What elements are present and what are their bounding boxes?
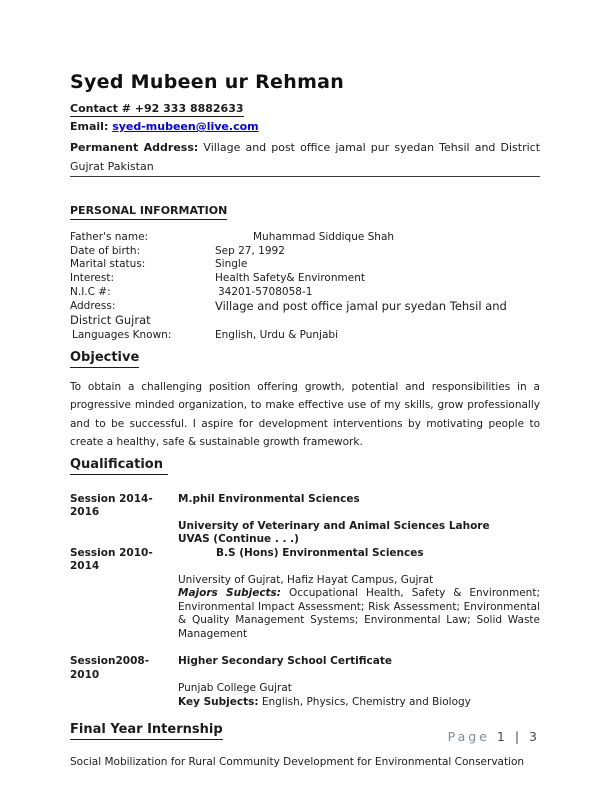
resume-content — [70, 0, 540, 769]
qualification-degree-row — [70, 547, 540, 574]
info-value: Sep 27, 1992 — [215, 244, 285, 257]
degree-status: UVAS (Continue . . .) — [178, 533, 299, 546]
key-subjects-label: Key Subjects: — [178, 695, 259, 708]
session-label: Session2008-2010 — [70, 655, 150, 681]
email-line — [70, 120, 540, 133]
info-row-dob — [70, 245, 540, 259]
objective-text: To obtain a challenging position offering growth, potential and responsibilities in a progressive minded organization, to make effective use of my skills, grow professionally and to be successful. I aspire for development interventions by motivating people to create a healthy, safe & sustainable growth framework. — [70, 380, 540, 449]
degree-title: Higher Secondary School Certificate — [178, 655, 393, 668]
info-value: 34201-5708058-1 — [218, 285, 313, 298]
section-heading-qualification: Qualification — [70, 457, 540, 475]
degree-title: B.S (Hons) Environmental Sciences — [216, 546, 424, 559]
section-heading-objective: Objective — [70, 350, 540, 368]
info-value: Muhammad Siddique Shah — [253, 231, 395, 243]
qualification-institute-row — [70, 520, 540, 534]
info-label: Father's name: — [70, 231, 149, 243]
info-label: Address: — [70, 299, 116, 312]
personal-info-rows — [70, 231, 540, 343]
qualification-block-1 — [70, 493, 540, 642]
session-label: Session 2014-2016 — [70, 492, 153, 519]
permanent-address-label: Permanent Address: — [70, 141, 199, 154]
contact-number: Contact # +92 333 8882633 — [70, 102, 244, 115]
info-value: Village and post office jamal pur syedan Tehsil and District Gujrat — [70, 298, 507, 328]
footer-page-number: 1 | 3 — [496, 729, 540, 744]
info-row-languages — [70, 329, 540, 343]
info-label: N.I.C #: — [70, 285, 111, 298]
info-label: Languages Known: — [72, 328, 172, 341]
qualification-institute-row — [70, 574, 540, 588]
majors-subjects-text: Occupational Health, Safety & Environment; Environmental Impact Assessment; Risk Assessment; Environmental & Quality Management Systems; Environmental Law; Solid Waste Management — [178, 587, 540, 640]
info-value: English, Urdu & Punjabi — [215, 328, 338, 341]
section-heading-internship: Final Year Internship — [70, 722, 540, 740]
institute-name: University of Gujrat, Hafiz Hayat Campus, Gujrat — [178, 573, 434, 586]
page-footer — [420, 714, 540, 759]
info-row-marital — [70, 258, 540, 272]
info-value: Health Safety& Environment — [215, 272, 365, 285]
permanent-address-line2: Gujrat Pakistan — [70, 160, 154, 173]
institute-name: University of Veterinary and Animal Sciences Lahore — [178, 519, 490, 532]
qualification-block-2 — [70, 655, 540, 709]
info-row-address — [70, 300, 540, 329]
info-label: Marital status: — [70, 258, 146, 271]
contact-line — [70, 102, 540, 115]
info-row-interest — [70, 272, 540, 286]
key-subjects — [70, 696, 540, 710]
section-heading-personal-information: PERSONAL INFORMATION — [70, 204, 540, 220]
info-label: Interest: — [70, 272, 114, 285]
info-value: Single — [215, 258, 248, 271]
degree-title: M.phil Environmental Sciences — [178, 492, 360, 505]
institute-name: Punjab College Gujrat — [178, 682, 292, 695]
info-row-father — [70, 231, 540, 245]
qualification-status-row — [70, 533, 540, 547]
session-label: Session 2010-2014 — [70, 546, 153, 573]
qualification-institute-row — [70, 682, 540, 696]
permanent-address-value: Village and post office jamal pur syedan Tehsil and District — [203, 141, 541, 154]
permanent-address-line1 — [70, 138, 540, 157]
qualification-degree-row — [70, 655, 540, 682]
info-row-nic — [70, 286, 540, 300]
internship-text: Social Mobilization for Rural Community Development for Environmental Conservation — [70, 756, 525, 769]
footer-page-label: Page — [447, 729, 497, 744]
majors-subjects — [178, 587, 540, 641]
qualification-degree-row — [70, 493, 540, 520]
info-label: Date of birth: — [70, 244, 141, 257]
majors-subjects-label: Majors Subjects: — [178, 587, 282, 600]
permanent-address — [70, 138, 540, 177]
key-subjects-text: English, Physics, Chemistry and Biology — [261, 695, 471, 708]
email-link[interactable]: syed-mubeen@live.com — [112, 120, 259, 133]
email-label: Email: — [70, 120, 109, 133]
resume-name: Syed Mubeen ur Rehman — [70, 71, 345, 93]
